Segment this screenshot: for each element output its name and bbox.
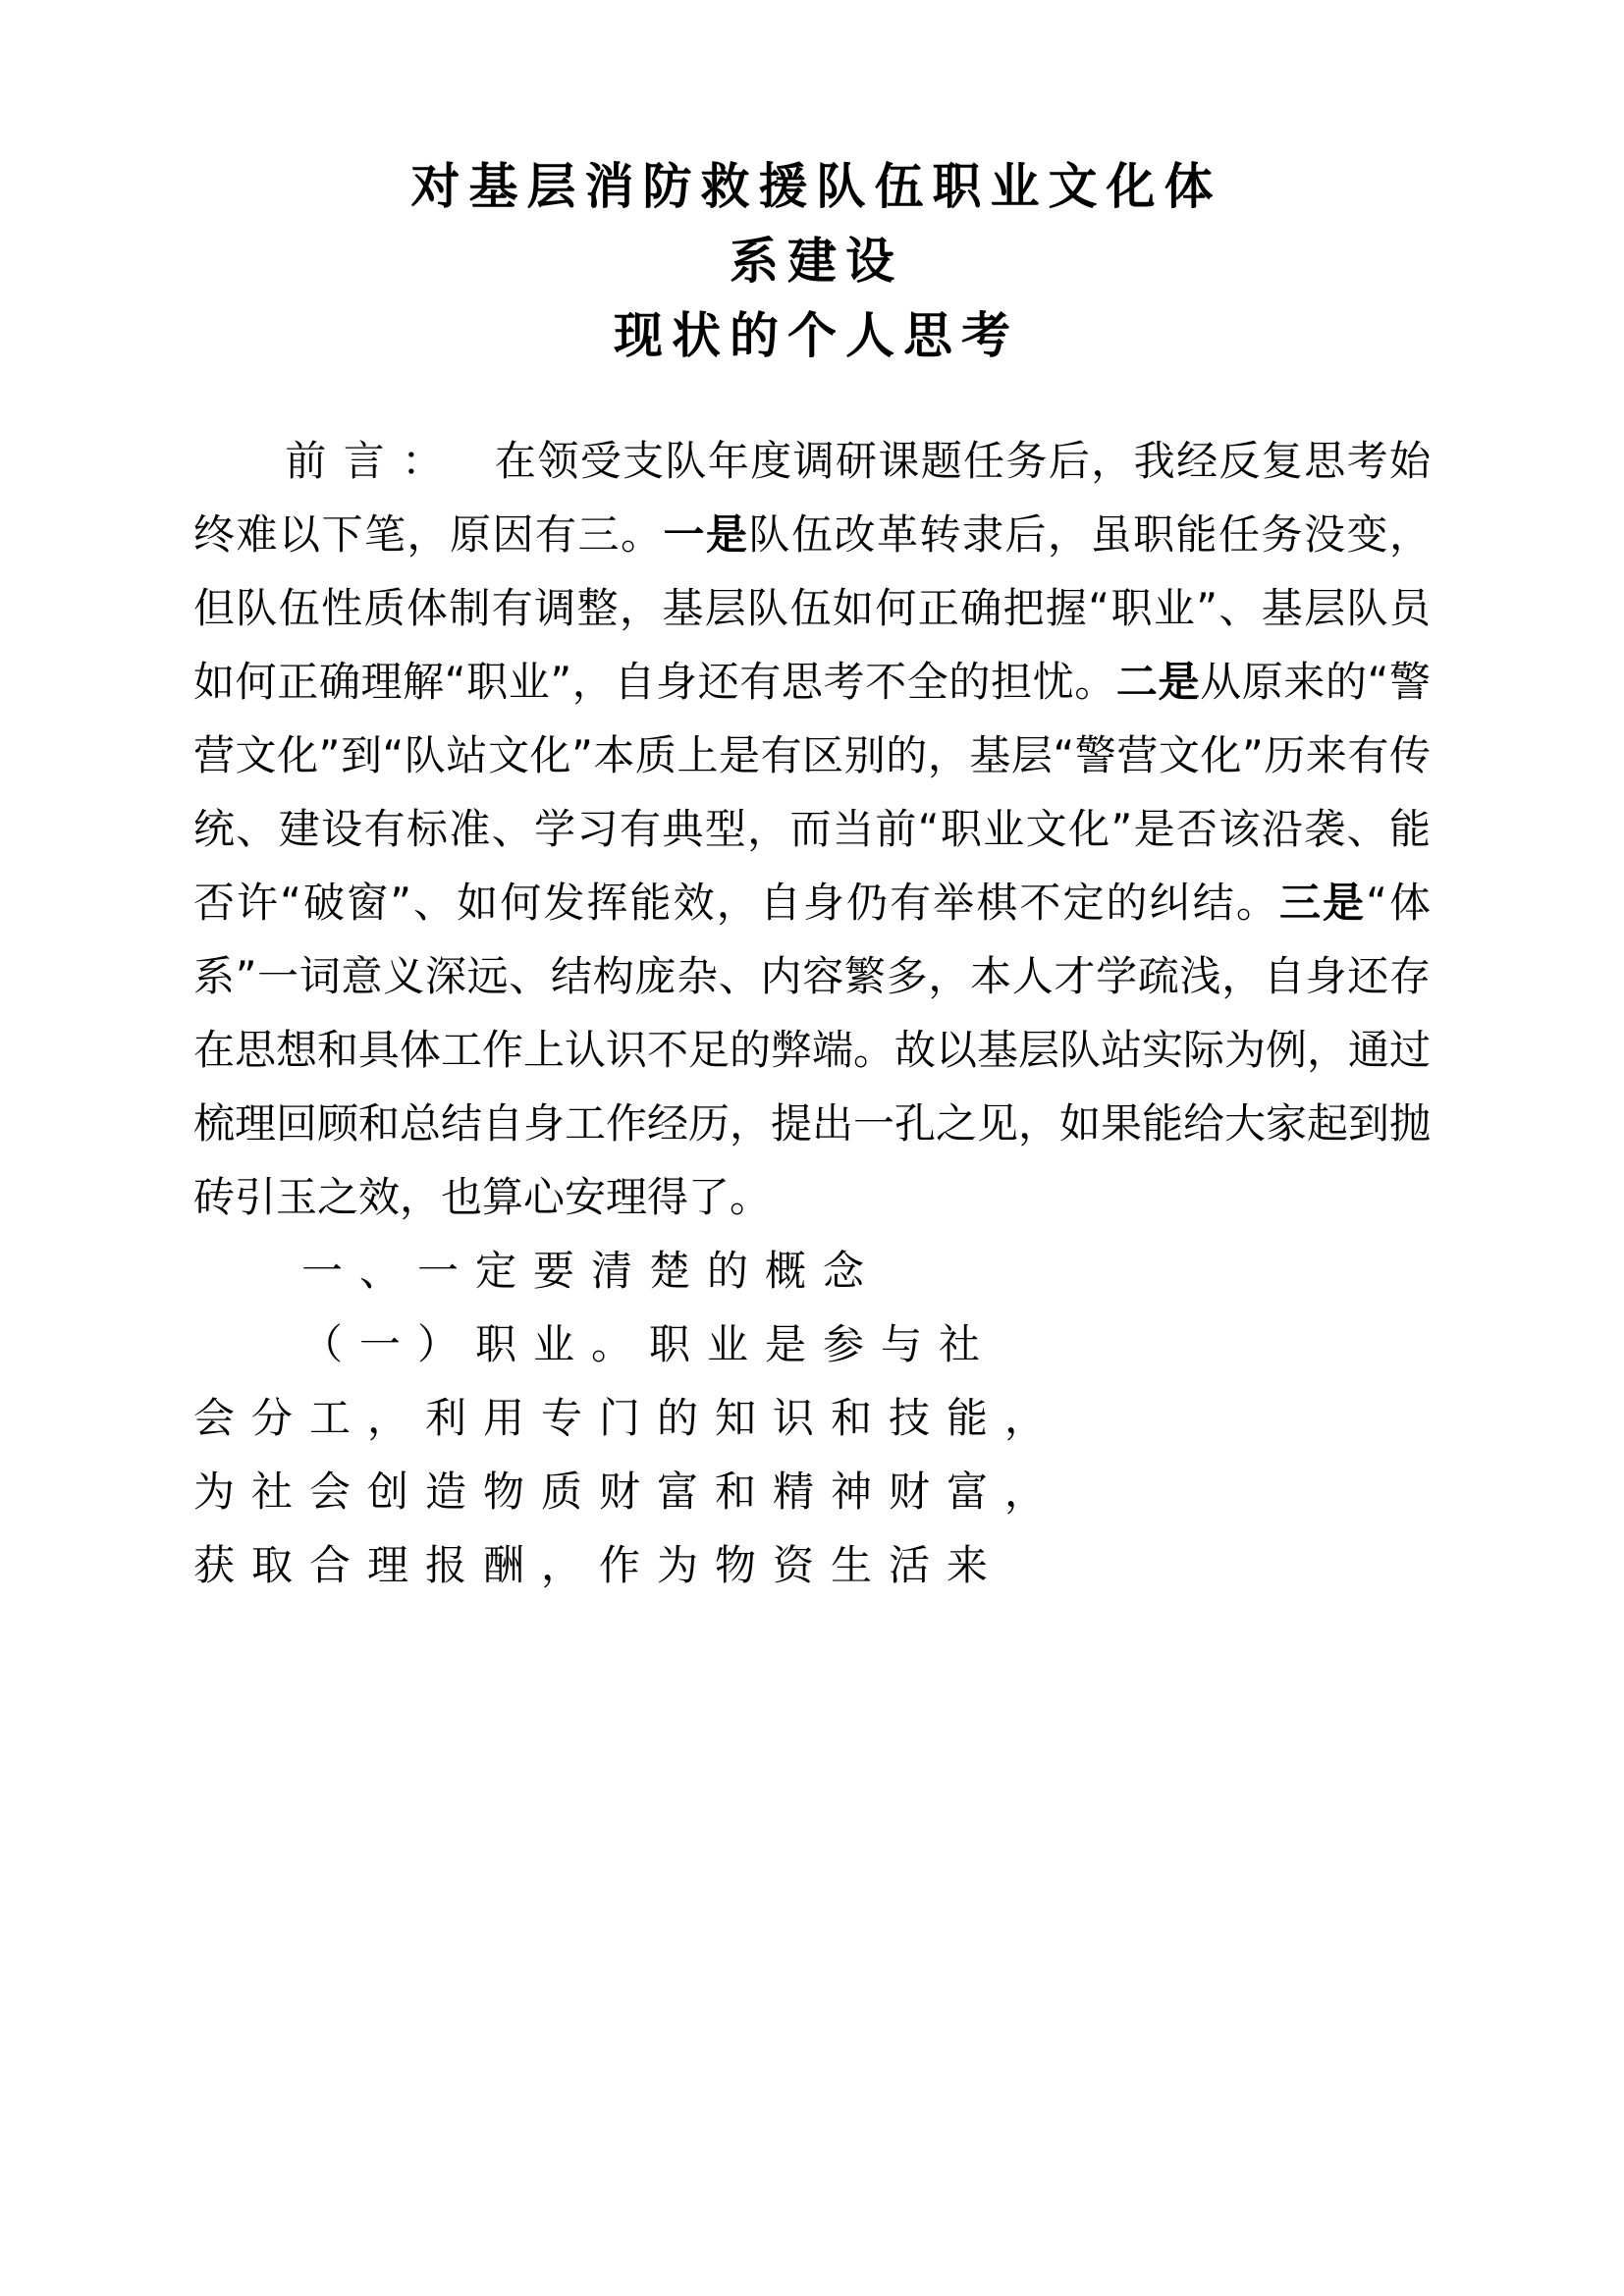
preface-label: 前言： [284,437,460,485]
preface-text-3: 从原来的“警营文化”到“队站文化”本质上是有区别的，基层“警营文化”历来有传统、建设有标准、学习有典型，而当前“职业文化”是否该沿袭、能否许“破窗”、如何发挥能效，自身仍有举棋不定的纠结。 [193,658,1431,927]
document-body [193,424,1431,1602]
title-line-2: 系建设 [730,234,903,289]
preface-bold-1: 一是 [663,510,749,559]
section-heading-1-text: 一、一定要清楚的概念 [301,1247,882,1295]
title-line-3: 现状的个人思考 [614,308,1019,363]
preface-bold-2: 二是 [1115,658,1201,706]
subsection-line-1: （一）职业。职业是参与社 [301,1320,998,1368]
subsection-line-4: 获取合理报酬，作为物资生活来 [193,1541,1005,1589]
page-content [193,0,1431,1602]
section-heading-1 [193,1234,1431,1308]
preface-text-4: “体系”一词意义深远、结构庞杂、内容繁多，本人才学疏浅，自身还存在思想和具体工作上认识不足的弊端。故以基层队站实际为例，通过梳理回顾和总结自身工作经历，提出一孔之见，如果能给大家起到抛砖引玉之效，也算心安理得了。 [193,879,1432,1221]
page-title [193,149,1431,373]
subsection-line-2: 会分工，利用专门的知识和技能， [193,1394,1063,1442]
preface-paragraph [193,424,1431,1234]
preface-text-2: 队伍改革转隶后，虽职能任务没变，但队伍性质体制有调整，基层队伍如何正确把握“职业”、基层队员如何正确理解“职业”，自身还有思考不全的担忧。 [193,510,1431,706]
subsection-line-3: 为社会创造物质财富和精神财富， [193,1468,1063,1516]
preface-text-1: 在领受支队年度调研课题任务后，我经反复思考始终难以下笔，原因有三。 [193,437,1431,559]
title-line-1: 对基层消防救援队伍职业文化体 [410,159,1222,214]
subsection-paragraph [193,1308,1431,1602]
preface-bold-3: 三是 [1278,879,1367,927]
